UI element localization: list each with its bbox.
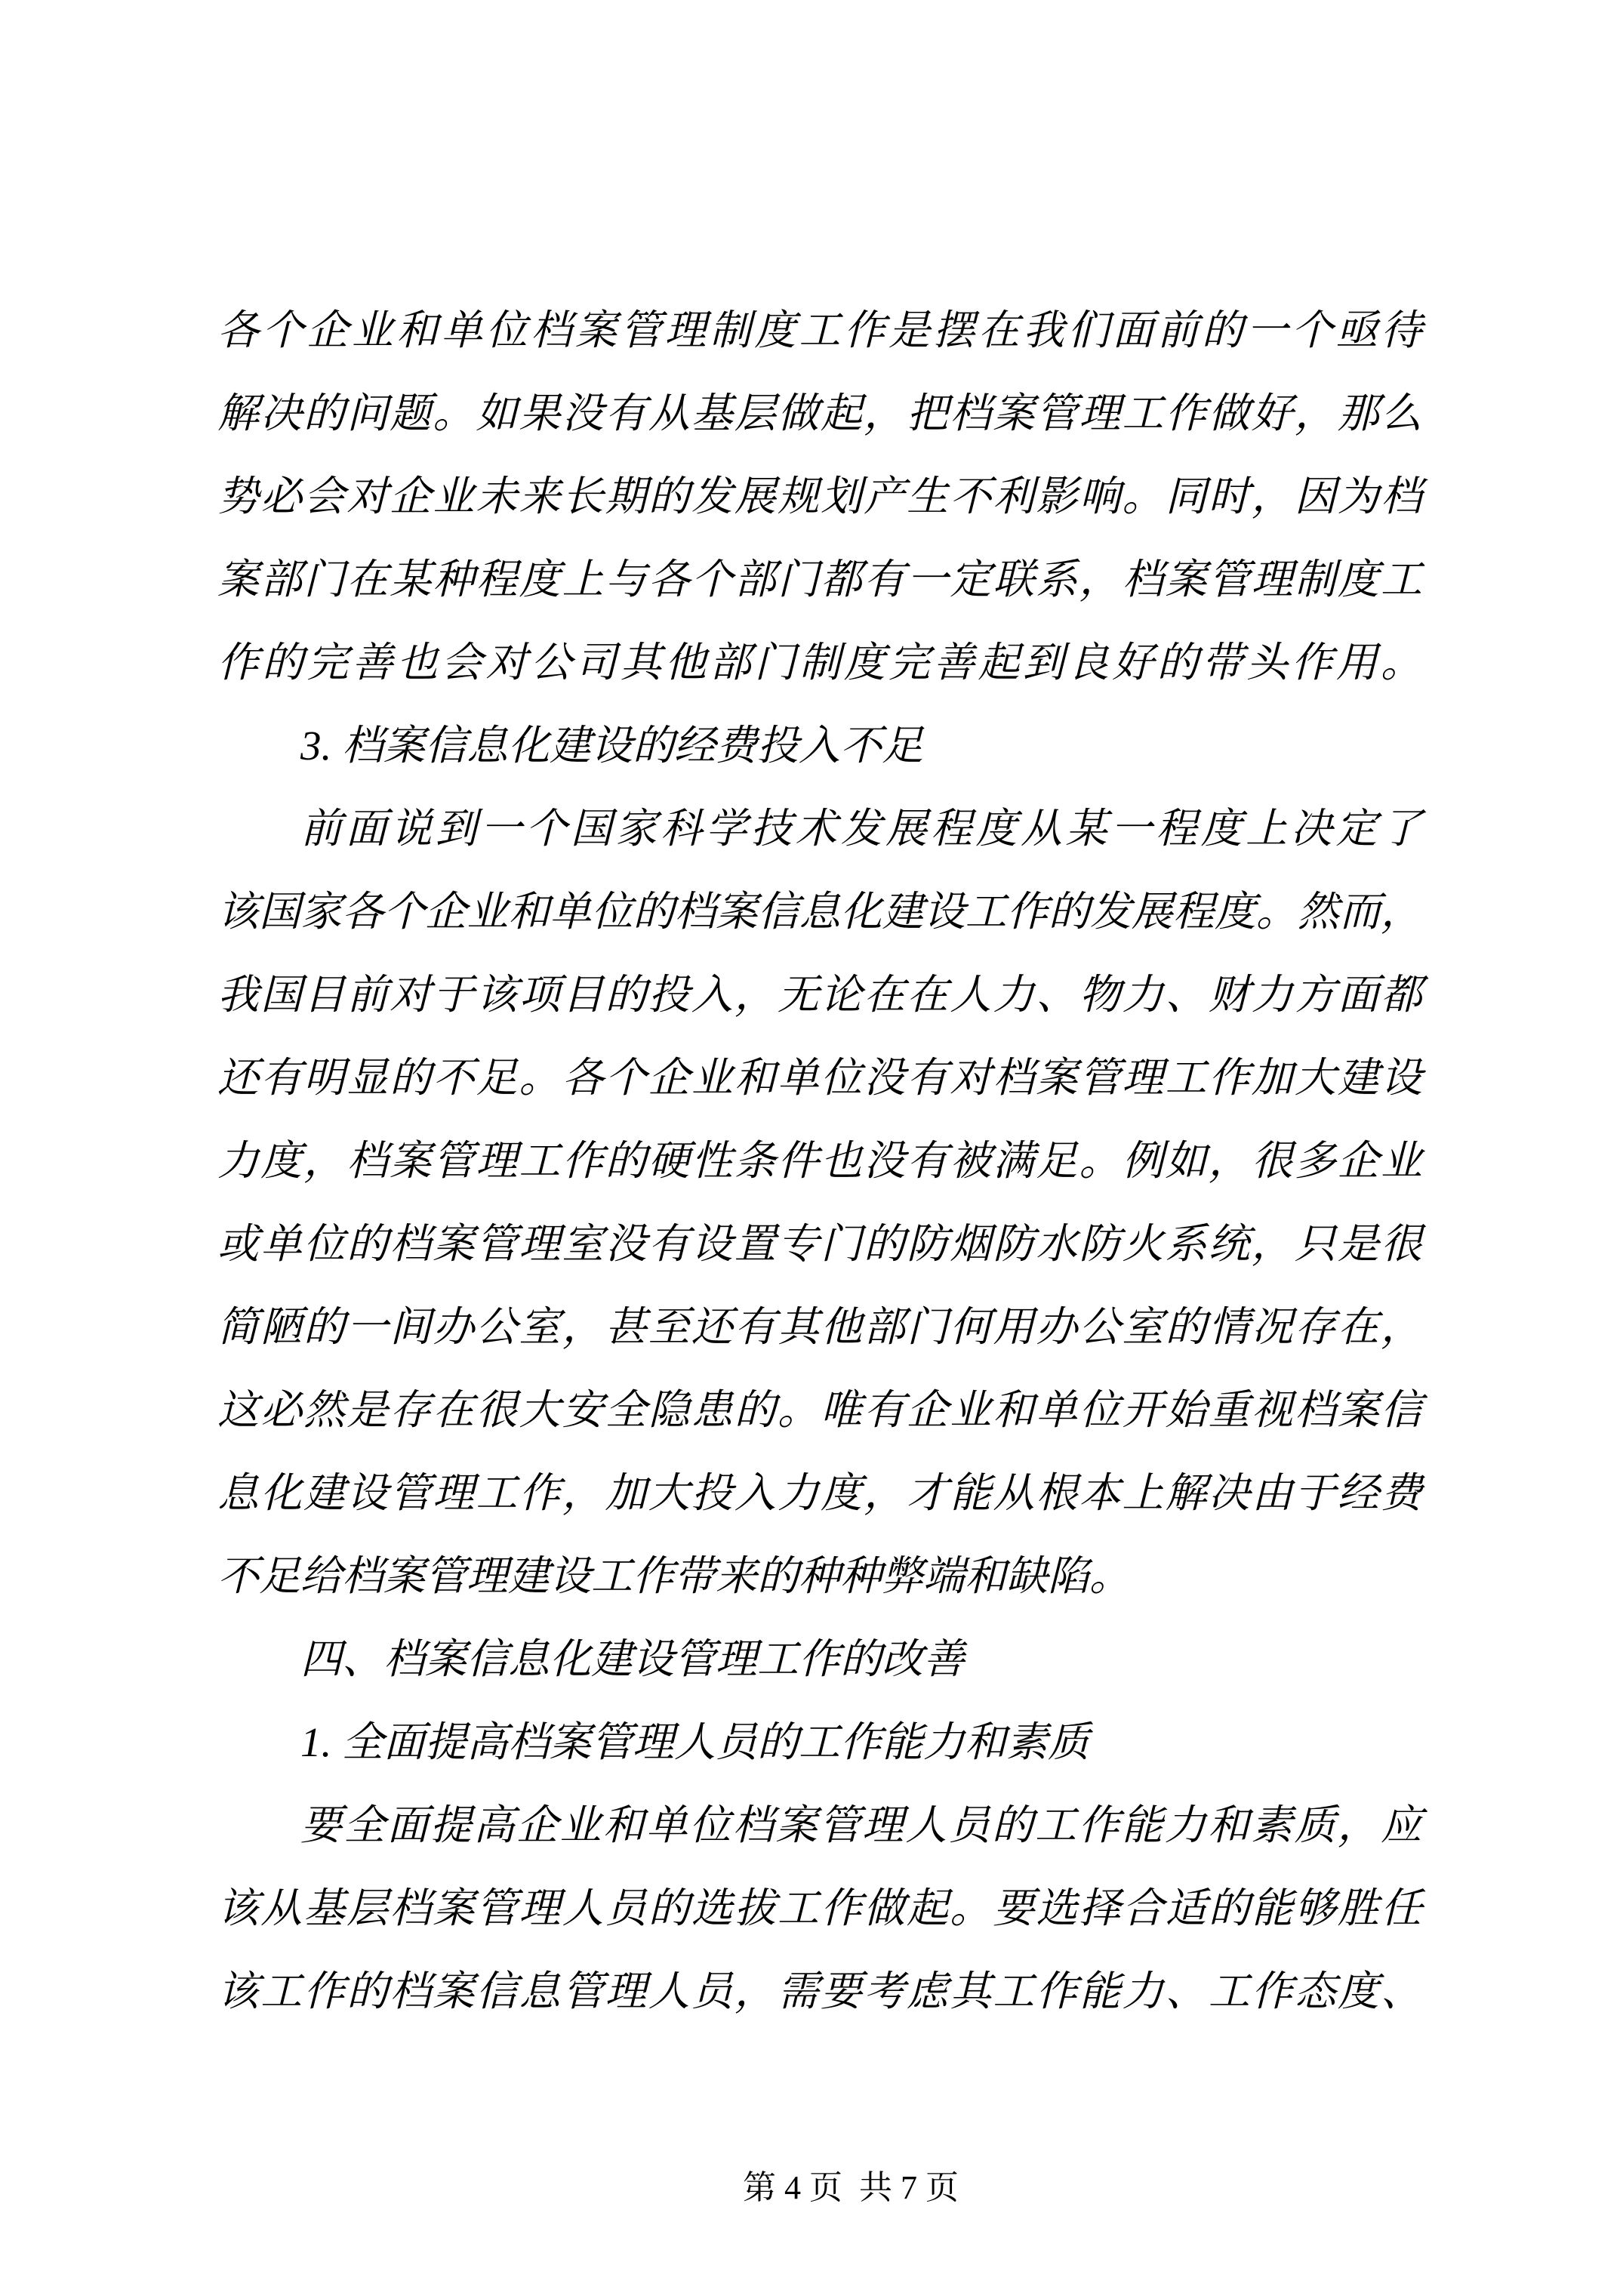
text-line: 势必会对企业未来长期的发展规划产生不利影响。同时，因为档 [217, 473, 1422, 519]
document-body [217, 289, 1422, 2033]
text-line: 息化建设管理工作，加大投入力度，才能从根本上解决由于经费 [217, 1470, 1422, 1516]
text-line: 作的完善也会对公司其他部门制度完善起到良好的带头作用。 [217, 639, 1422, 686]
text-line: 还有明显的不足。各个企业和单位没有对档案管理工作加大建设 [217, 1055, 1422, 1101]
text-line: 不足给档案管理建设工作带来的种种弊端和缺陷。 [217, 1553, 1132, 1599]
text-line: 简陋的一间办公室，甚至还有其他部门何用办公室的情况存在， [217, 1304, 1422, 1350]
text-line: 力度，档案管理工作的硬性条件也没有被满足。例如，很多企业 [217, 1138, 1422, 1184]
text-line: 或单位的档案管理室没有设置专门的防烟防水防火系统，只是很 [217, 1221, 1422, 1267]
text-line: 各个企业和单位档案管理制度工作是摆在我们面前的一个亟待 [217, 307, 1422, 353]
text-line: 要全面提高企业和单位档案管理人员的工作能力和素质，应 [300, 1802, 1422, 1848]
text-line: 案部门在某种程度上与各个部门都有一定联系，档案管理制度工 [217, 556, 1422, 603]
text-line: 该国家各个企业和单位的档案信息化建设工作的发展程度。然而， [217, 889, 1422, 935]
page-footer [23, 2103, 1623, 2273]
page-number: 第 4 页 共 7 页 [743, 2169, 959, 2206]
text-line: 前面说到一个国家科学技术发展程度从某一程度上决定了 [300, 806, 1422, 852]
text-line: 解决的问题。如果没有从基层做起，把档案管理工作做好，那么 [217, 390, 1422, 436]
text-line: 这必然是存在很大安全隐患的。唯有企业和单位开始重视档案信 [217, 1387, 1422, 1433]
text-line: 1. 全面提高档案管理人员的工作能力和素质 [300, 1719, 1090, 1765]
text-line: 我国目前对于该项目的投入，无论在在人力、物力、财力方面都 [217, 972, 1422, 1018]
text-line: 该从基层档案管理人员的选拔工作做起。要选择合适的能够胜任 [217, 1885, 1422, 1931]
text-line: 3. 档案信息化建设的经费投入不足 [300, 723, 924, 769]
text-line: 该工作的档案信息管理人员，需要考虑其工作能力、工作态度、 [217, 1968, 1422, 2014]
text-line: 四、档案信息化建设管理工作的改善 [300, 1636, 965, 1682]
